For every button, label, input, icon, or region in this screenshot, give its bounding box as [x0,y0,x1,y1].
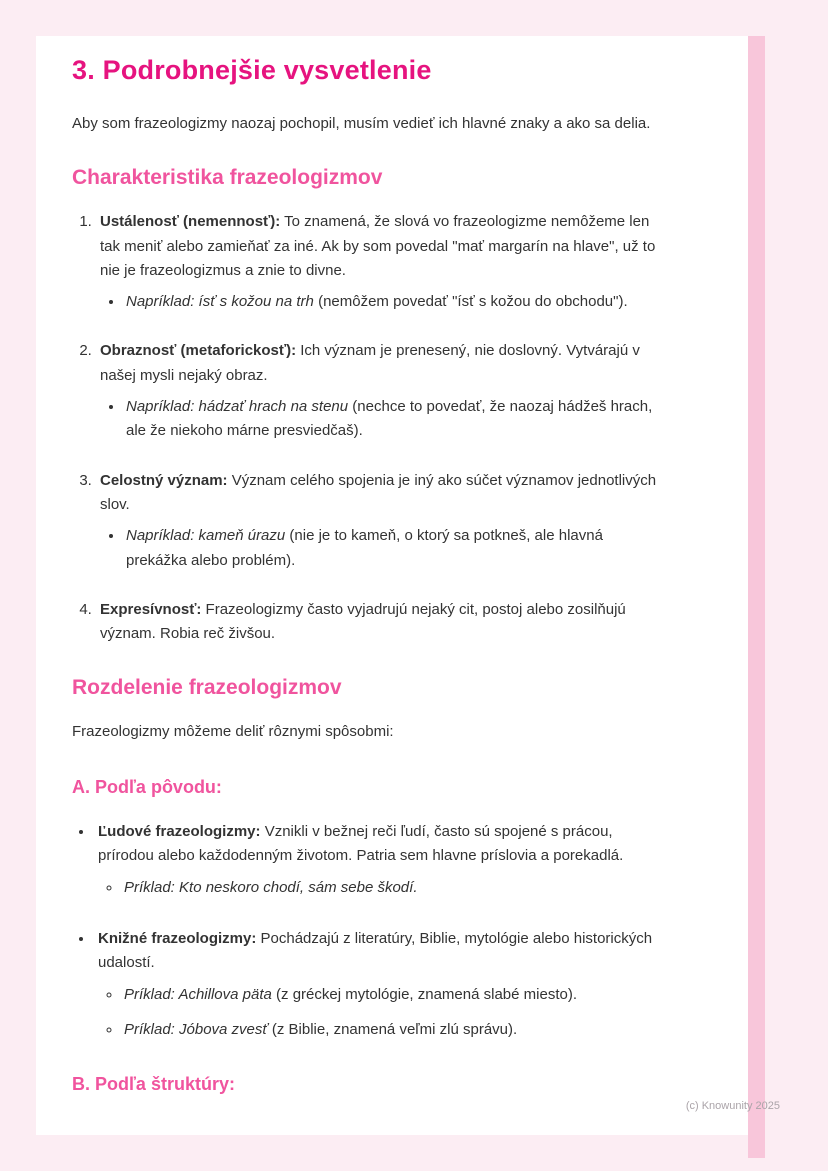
item-term: Ustálenosť (nemennosť): [100,213,281,231]
example-item [124,290,662,314]
document-card [36,36,748,1135]
example-item [122,876,662,900]
example-list [98,876,662,900]
example-item [124,395,662,444]
example-item [124,524,662,573]
list-item-text [98,927,662,976]
item-description: To znamená, že slová vo frazeologizme nemôžeme len tak meniť alebo zamieňať za iné. Ak by som povedal "mať margarín na hlave", už to nie je frazeologizmus a znie to divne. [100,213,656,279]
footer-credit: (c) Knowunity 2025 [685,1100,780,1112]
intro-paragraph: Aby som frazeologizmy naozaj pochopil, musím vedieť ich hlavné znaky a ako sa delia. [72,115,651,132]
example-note: (nemôžem povedať "ísť s kožou do obchodu"). [313,293,628,311]
list-item-text [100,598,662,647]
example-phrase: Napríklad: kameň úrazu [126,527,286,545]
list-item-knizne [94,927,662,1042]
example-note: (z Biblie, znamená veľmi zlú správu). [267,1020,518,1038]
example-item [122,1018,662,1042]
example-list [100,395,662,444]
item-description: Ich význam je prenesený, nie doslovný. Vytvárajú v našej mysli nejaký obraz. [100,342,640,384]
example-list [98,983,662,1042]
example-note: (z gréckej mytológie, znamená slabé miesto). [271,986,577,1004]
item-term: Expresívnosť: [100,600,202,618]
item-term: Ľudové frazeologizmy: [98,822,261,840]
division-intro-paragraph: Frazeologizmy môžeme deliť rôznymi spôsobmi: [72,723,394,741]
characteristics-list [72,210,662,646]
example-note: (nie je to kameň, o ktorý sa potkneš, ale hlavná prekážka alebo problém). [126,527,603,569]
list-item-expresivnost [96,598,662,647]
example-list [100,524,662,573]
example-note: (nechce to povedať, že naozaj hádžeš hrach, ale že niekoho márne presviedčaš). [126,398,653,440]
item-term: Obraznosť (metaforickosť): [100,342,297,360]
example-phrase: Napríklad: ísť s kožou na trh [126,293,314,311]
list-item-text [100,339,662,388]
origin-list [72,820,662,1042]
section-heading-rozdelenie: Rozdelenie frazeologizmov [72,676,342,700]
list-item-text [98,820,662,869]
item-term: Celostný význam: [100,471,228,489]
list-item-ludove [94,820,662,901]
section-heading-characteristics: Charakteristika frazeologizmov [72,166,383,190]
list-item-celostny-vyznam [96,469,662,573]
list-item-text [100,210,662,283]
right-pink-stripe [748,36,765,1158]
example-list [100,290,662,314]
item-term: Knižné frazeologizmy: [98,929,257,947]
list-item-ustalenost [96,210,662,314]
list-item-obraznost [96,339,662,443]
example-phrase: Príklad: Kto neskoro chodí, sám sebe škodí. [124,879,418,897]
list-item-text [100,469,662,518]
item-description: Vznikli v bežnej reči ľudí, často sú spojené s prácou, prírodou alebo každodenným životom. Patria sem hlavne príslovia a porekadlá. [98,822,624,865]
subsection-heading-povod: A. Podľa pôvodu: [72,776,222,797]
example-phrase: Napríklad: hádzať hrach na stenu [126,398,349,416]
example-item [122,983,662,1007]
item-description: Pochádzajú z literatúry, Biblie, mytológie alebo historických udalostí. [98,929,653,971]
page-title: 3. Podrobnejšie vysvetlenie [72,55,432,85]
item-description: Frazeologizmy často vyjadrujú nejaký cit, postoj alebo zosilňujú význam. Robia reč živšou. [100,600,626,643]
item-description: Význam celého spojenia je iný ako súčet významov jednotlivých slov. [100,471,657,513]
example-phrase: Príklad: Achillova päta [124,986,272,1004]
example-phrase: Príklad: Jóbova zvesť [124,1020,268,1038]
subsection-heading-struktura: B. Podľa štruktúry: [72,1073,235,1094]
